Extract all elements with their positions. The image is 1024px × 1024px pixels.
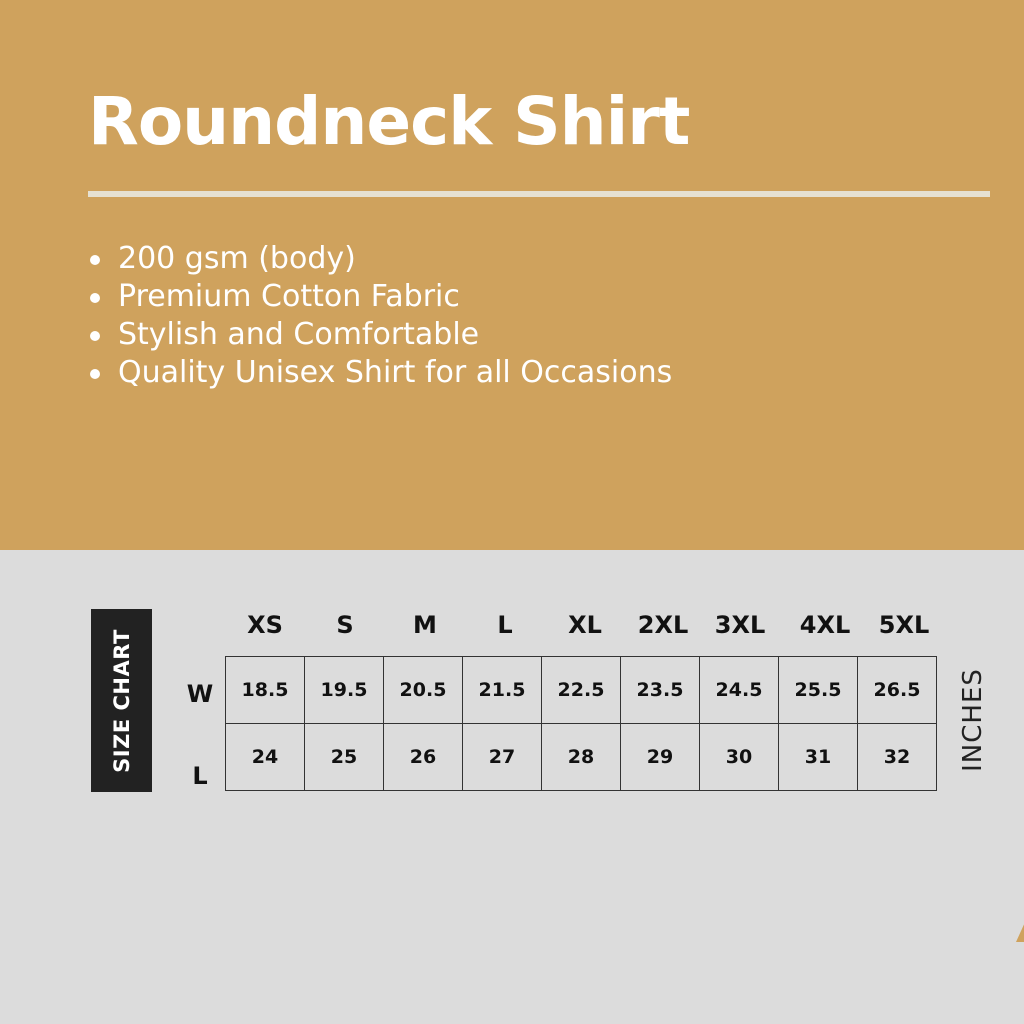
- table-cell: 28: [542, 724, 621, 791]
- size-header-l: L: [497, 611, 513, 639]
- table-cell: 23.5: [621, 657, 700, 724]
- feature-item: 200 gsm (body): [88, 240, 672, 278]
- row-label-length: L: [192, 762, 208, 790]
- table-cell: 26: [384, 724, 463, 791]
- table-cell: 21.5: [463, 657, 542, 724]
- size-header-xl: XL: [568, 611, 602, 639]
- table-cell: 19.5: [305, 657, 384, 724]
- table-row: [226, 657, 937, 724]
- size-header-m: M: [413, 611, 437, 639]
- corner-decoration: [1016, 920, 1024, 942]
- table-cell: 31: [779, 724, 858, 791]
- size-header-2xl: 2XL: [637, 611, 689, 639]
- table-cell: 24: [226, 724, 305, 791]
- table-cell: 25: [305, 724, 384, 791]
- size-chart-tab: [91, 609, 152, 792]
- row-label-width: W: [186, 680, 214, 708]
- size-header-xs: XS: [247, 611, 283, 639]
- feature-item: Quality Unisex Shirt for all Occasions: [88, 354, 672, 392]
- size-header-3xl: 3XL: [714, 611, 766, 639]
- size-header-5xl: 5XL: [878, 611, 930, 639]
- size-table: [225, 656, 937, 791]
- product-title: Roundneck Shirt: [88, 83, 690, 160]
- table-cell: 27: [463, 724, 542, 791]
- feature-list: [88, 240, 672, 392]
- table-cell: 22.5: [542, 657, 621, 724]
- size-header-4xl: 4XL: [799, 611, 851, 639]
- feature-item: Stylish and Comfortable: [88, 316, 672, 354]
- table-cell: 18.5: [226, 657, 305, 724]
- size-header-s: S: [336, 611, 354, 639]
- feature-item: Premium Cotton Fabric: [88, 278, 672, 316]
- divider: [88, 191, 990, 197]
- table-cell: 32: [858, 724, 937, 791]
- table-cell: 29: [621, 724, 700, 791]
- table-cell: 25.5: [779, 657, 858, 724]
- table-cell: 24.5: [700, 657, 779, 724]
- size-chart-label: SIZE CHART: [109, 628, 134, 773]
- units-label: INCHES: [958, 668, 988, 772]
- table-cell: 20.5: [384, 657, 463, 724]
- table-cell: 30: [700, 724, 779, 791]
- table-cell: 26.5: [858, 657, 937, 724]
- table-row: [226, 724, 937, 791]
